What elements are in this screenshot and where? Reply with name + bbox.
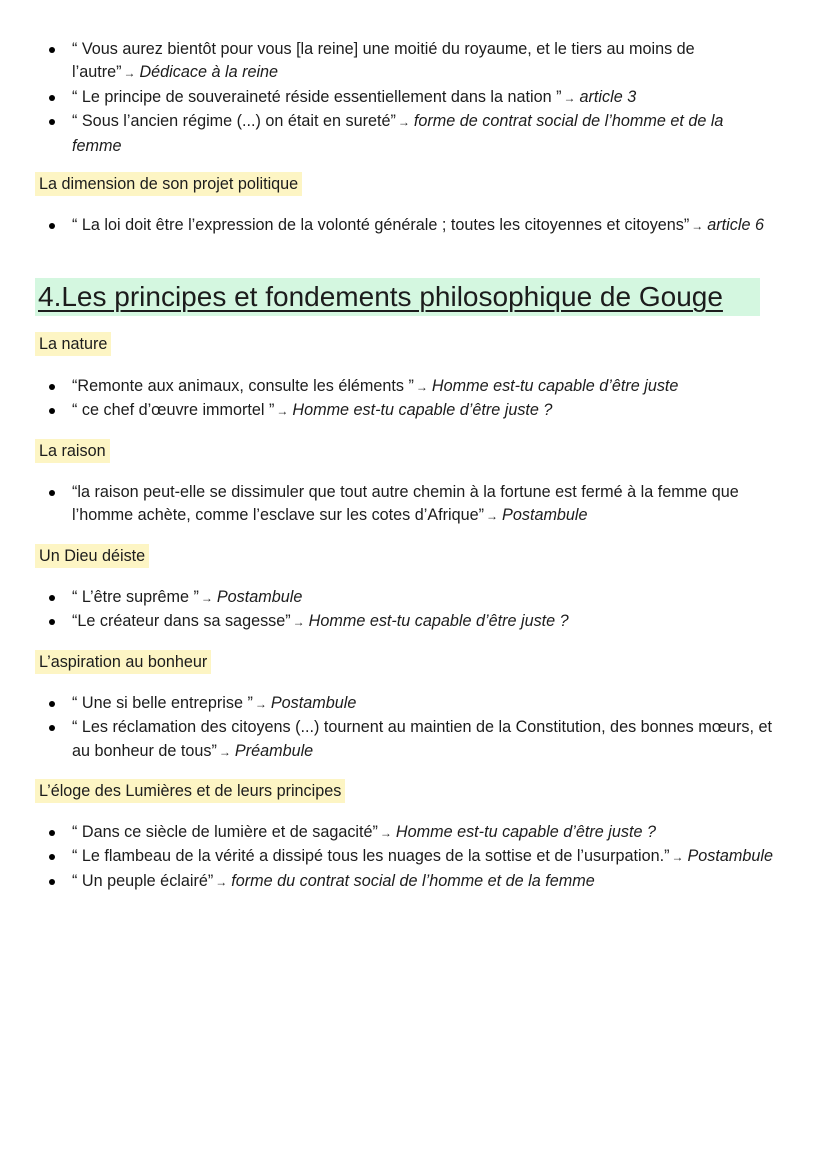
source-reference: forme du contrat social de l’homme et de la femme	[231, 871, 595, 890]
quote-text: “ Une si belle entreprise ”	[72, 694, 253, 712]
list-item	[0, 610, 828, 634]
source-reference: Homme est-tu capable d’être juste ?	[395, 823, 656, 841]
bullet-dot	[49, 595, 55, 601]
bullet-dot	[49, 854, 55, 860]
source-reference: forme de contrat social de l’homme et de la femme	[72, 112, 724, 155]
quote-text: “ ce chef d’œuvre immortel ”	[72, 401, 275, 420]
projet-politique-list	[0, 214, 828, 238]
source-reference: Homme est-tu capable d’être juste ?	[308, 612, 569, 631]
quote-text: “la raison peut-elle se dissimuler que tout autre chemin à la fortune est fermé à la femme que l’homme achète, comme l’esclave sur les cotes d’Afrique”	[72, 483, 739, 525]
bullet-dot	[49, 619, 55, 625]
list-item	[0, 399, 828, 423]
intro-bullet-list	[0, 38, 828, 158]
quote-text: “ Vous aurez bientôt pour vous [la reine] une moitié du royaume, et le tiers au moins de l’autre”	[72, 40, 695, 82]
source-reference: Homme est-tu capable d’être juste ?	[292, 401, 553, 420]
arrow-icon: →	[415, 380, 428, 394]
main-heading	[35, 278, 760, 316]
section-title-nature: La nature	[35, 332, 111, 356]
source-reference: Postambule	[216, 588, 303, 606]
list-item	[0, 375, 828, 399]
bullet-dot	[49, 701, 55, 707]
list-item	[0, 821, 828, 845]
arrow-icon: →	[671, 850, 684, 865]
source-reference: Postambule	[687, 847, 773, 866]
list-item	[0, 214, 828, 238]
list-item	[0, 716, 828, 764]
section-title-raison: La raison	[35, 439, 110, 463]
arrow-icon: →	[563, 90, 576, 105]
list-item	[0, 481, 828, 529]
arrow-icon: →	[254, 697, 267, 711]
section-title-projet-politique: La dimension de son projet politique	[35, 172, 302, 196]
quote-text: “ La loi doit être l’expression de la volonté générale ; toutes les citoyennes et citoyens”	[72, 216, 690, 234]
quote-text: “Le créateur dans sa sagesse”	[72, 612, 291, 631]
quote-text: “Remonte aux animaux, consulte les éléments ”	[72, 377, 414, 395]
quote-text: “ Le flambeau de la vérité a dissipé tous les nuages de la sottise et de l’usurpation.”	[72, 847, 670, 866]
quote-text: “ Dans ce siècle de lumière et de sagacité”	[72, 823, 378, 841]
quote-text: “ L’être suprême ”	[72, 588, 199, 606]
quote-text: “ Sous l’ancien régime (...) on était en sureté”	[72, 112, 396, 131]
arrow-icon: →	[123, 66, 136, 81]
bullet-dot	[49, 725, 55, 731]
list-item	[0, 38, 828, 86]
bullet-dot	[49, 408, 55, 414]
source-reference: Dédicace à la reine	[139, 63, 279, 82]
quote-text: “ Les réclamation des citoyens (...) tournent au maintien de la Constitution, des bonnes mœurs, et au bonheur de tous”	[72, 718, 773, 760]
arrow-icon: →	[486, 509, 499, 524]
arrow-icon: →	[200, 591, 213, 605]
list-item	[0, 692, 828, 716]
bonheur-list	[0, 692, 828, 764]
bullet-dot	[49, 490, 55, 496]
list-item	[0, 870, 828, 894]
bullet-dot	[49, 384, 55, 390]
arrow-icon: →	[379, 826, 392, 840]
source-reference: Préambule	[234, 741, 314, 760]
arrow-icon: →	[215, 874, 228, 889]
section-title-dieu-deiste: Un Dieu déiste	[35, 544, 149, 568]
list-item	[0, 86, 828, 110]
arrow-icon: →	[691, 219, 704, 233]
arrow-icon: →	[276, 404, 289, 419]
raison-list	[0, 481, 828, 529]
arrow-icon: →	[397, 115, 410, 130]
source-reference: article 3	[579, 87, 637, 106]
bullet-dot	[49, 47, 55, 53]
source-reference: Postambule	[502, 506, 588, 525]
list-item	[0, 586, 828, 610]
bullet-dot	[49, 879, 55, 885]
main-heading-text: 4.Les principes et fondements philosophique de Gouge	[38, 281, 723, 312]
bullet-dot	[49, 95, 55, 101]
quote-text: “ Un peuple éclairé”	[72, 871, 214, 890]
source-reference: article 6	[707, 216, 764, 234]
bullet-dot	[49, 119, 55, 125]
list-item	[0, 845, 828, 869]
section-title-lumieres: L’éloge des Lumières et de leurs principes	[35, 779, 345, 803]
bullet-dot	[49, 223, 55, 229]
arrow-icon: →	[292, 615, 305, 630]
list-item	[0, 110, 828, 158]
bullet-dot	[49, 830, 55, 836]
arrow-icon: →	[218, 744, 231, 759]
section-title-bonheur: L’aspiration au bonheur	[35, 650, 211, 674]
quote-text: “ Le principe de souveraineté réside essentiellement dans la nation ”	[72, 87, 562, 106]
source-reference: Postambule	[270, 694, 357, 712]
lumieres-list	[0, 821, 828, 894]
source-reference: Homme est-tu capable d’être juste	[431, 377, 679, 395]
nature-list	[0, 375, 828, 424]
dieu-deiste-list	[0, 586, 828, 635]
